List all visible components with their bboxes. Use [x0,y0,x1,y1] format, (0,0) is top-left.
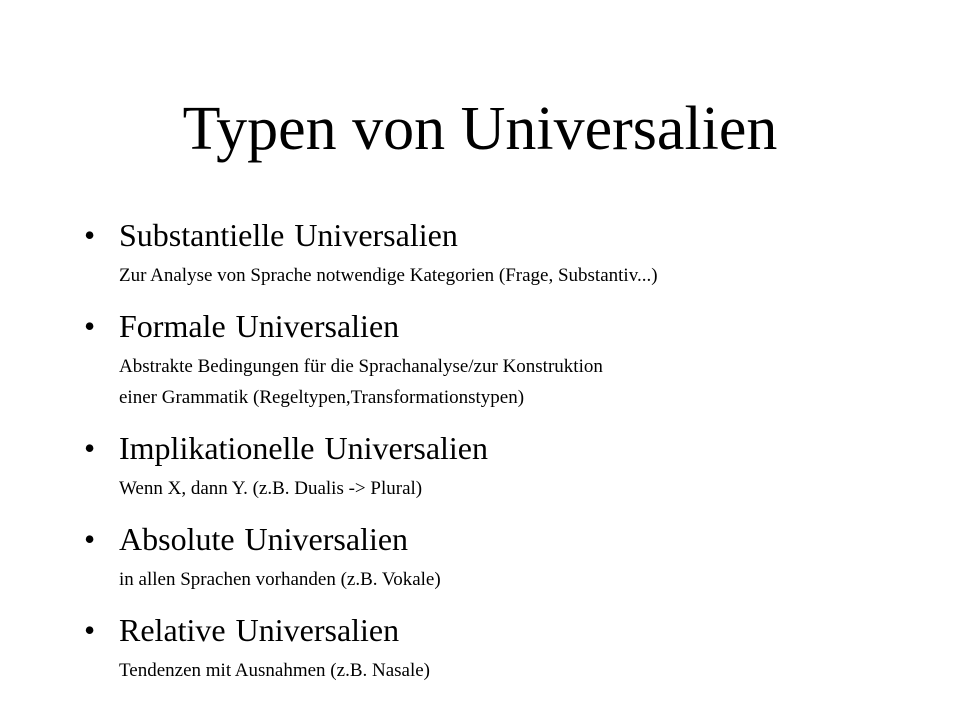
bullet-icon: • [84,430,96,466]
list-item [84,518,944,595]
description-line: Wenn X, dann Y. (z.B. Dualis -> Plural) [119,478,423,499]
list-item [84,609,944,686]
description-line: Zur Analyse von Sprache notwendige Kategorien (Frage, Substantiv...) [119,265,658,286]
list-item [84,214,944,291]
item-description [119,655,944,686]
item-description [119,260,944,291]
item-heading: Formale Universalien [119,308,400,344]
item-description [119,473,944,504]
description-line: einer Grammatik (Regeltypen,Transformationstypen) [119,387,525,408]
item-heading: Substantielle Universalien [119,217,458,253]
bullet-list [84,214,944,700]
bullet-icon: • [84,521,96,557]
item-heading: Absolute Universalien [119,521,409,557]
item-description [119,564,944,595]
bullet-icon: • [84,612,96,648]
description-line: Abstrakte Bedingungen für die Sprachanalyse/zur Konstruktion [119,356,603,377]
bullet-icon: • [84,217,96,253]
item-description [119,351,944,413]
item-heading: Relative Universalien [119,612,400,648]
bullet-icon: • [84,308,96,344]
list-item [84,427,944,504]
description-line: in allen Sprachen vorhanden (z.B. Vokale) [119,569,441,590]
description-line: Tendenzen mit Ausnahmen (z.B. Nasale) [119,660,431,681]
item-heading: Implikationelle Universalien [119,430,488,466]
slide-title: Typen von Universalien [182,95,778,163]
list-item [84,305,944,413]
